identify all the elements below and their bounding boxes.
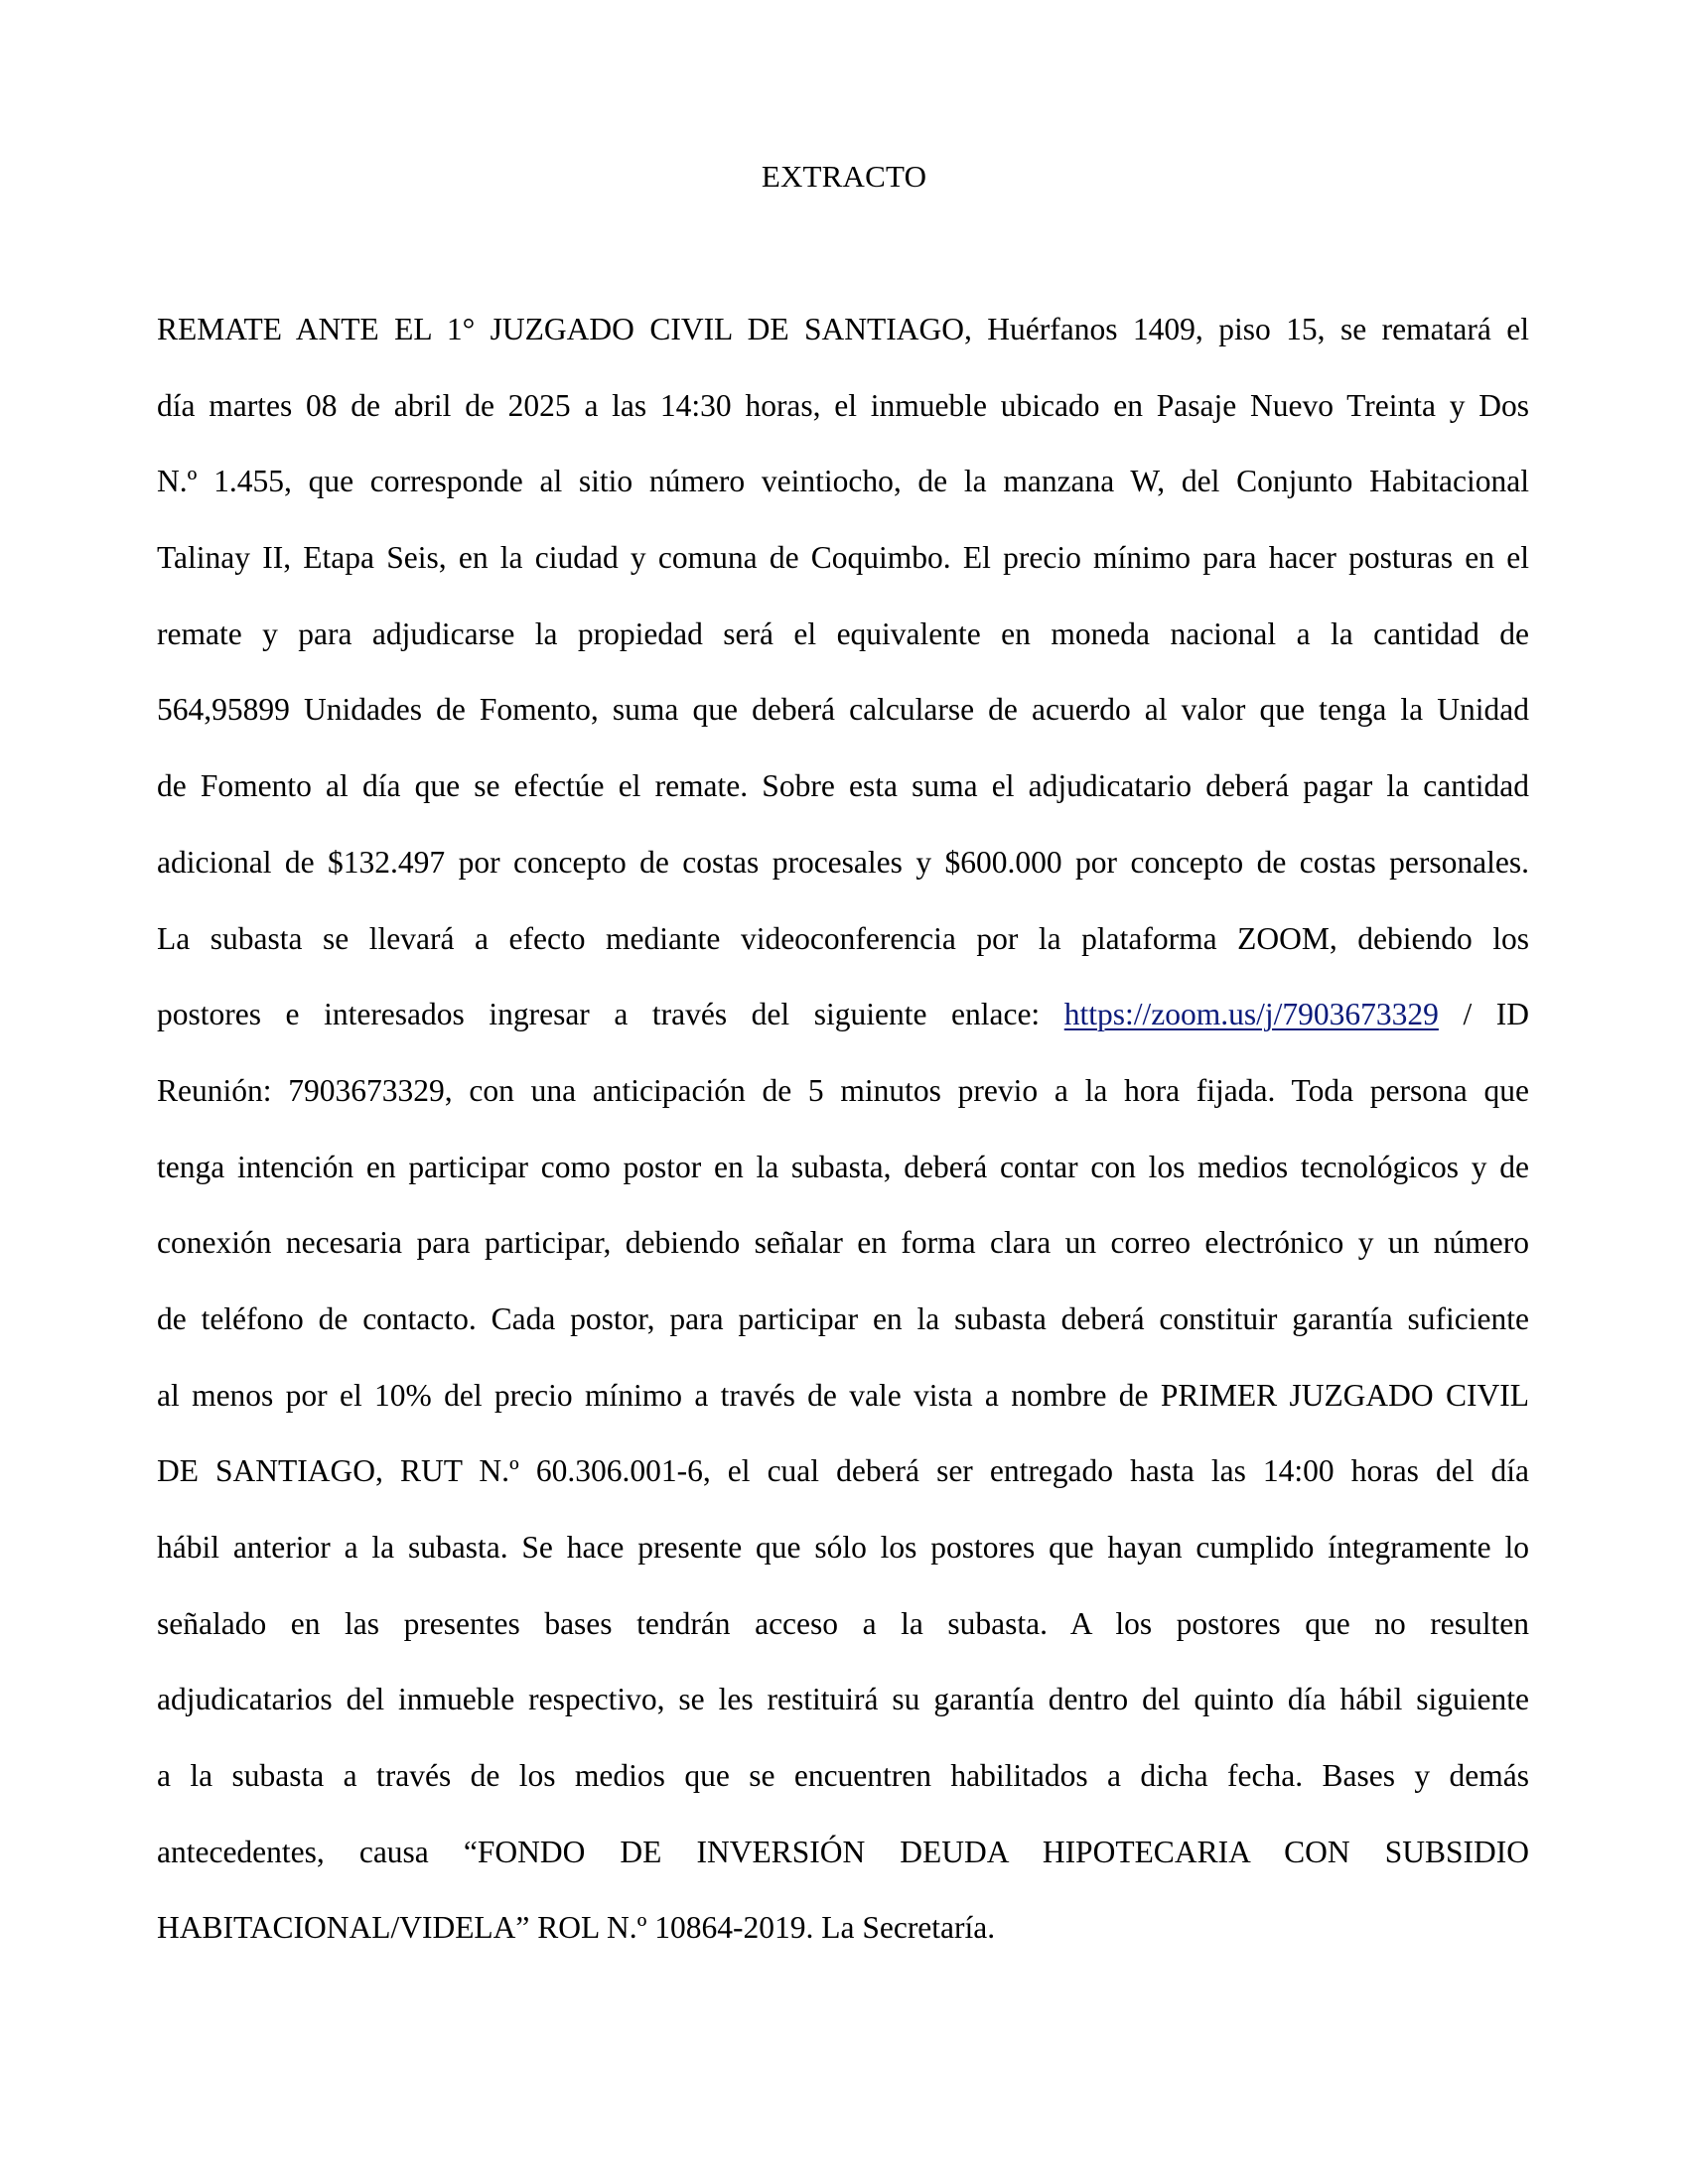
paragraph-line: REMATE ANTE EL 1° JUZGADO CIVIL DE SANTIAGO, Huérfanos 1409, piso 15, se rematará el [157,312,1529,346]
paragraph-line: de teléfono de contacto. Cada postor, para participar en la subasta deberá constituir garantía suficiente [157,1300,1529,1336]
paragraph-line-with-link [157,995,1529,1071]
paragraph-line: Reunión: 7903673329, con una anticipación de 5 minutos previo a la hora fijada. Toda persona que [157,1072,1529,1108]
paragraph-line: señalado en las presentes bases tendrán acceso a la subasta. A los postores que no resulten [157,1605,1529,1641]
paragraph-line: conexión necesaria para participar, debiendo señalar en forma clara un correo electrónico y un número [157,1225,1529,1261]
paragraph-line: tenga intención en participar como postor en la subasta, deberá contar con los medios tecnológicos y de [157,1149,1529,1184]
paragraph-line: N.º 1.455, que corresponde al sitio número veintiocho, de la manzana W, del Conjunto Habitacional [157,464,1529,499]
paragraph-last-line: HABITACIONAL/VIDELA” ROL N.º 10864-2019. La Secretaría. [157,1910,996,1946]
extract-paragraph [157,310,1529,1984]
paragraph-line: DE SANTIAGO, RUT N.º 60.306.001-6, el cual deberá ser entregado hasta las 14:00 horas del día [157,1453,1529,1489]
paragraph-line: antecedentes, causa “FONDO DE INVERSIÓN DEUDA HIPOTECARIA CON SUBSIDIO [157,1834,1529,1869]
link-prefix-text: postores e interesados ingresar a través del siguiente enlace: [157,997,1041,1032]
paragraph-line: 564,95899 Unidades de Fomento, suma que deberá calcularse de acuerdo al valor que tenga la Unidad [157,692,1529,728]
paragraph-line: adicional de $132.497 por concepto de costas procesales y $600.000 por concepto de costas personales. [157,844,1529,880]
paragraph-line: remate y para adjudicarse la propiedad será el equivalente en moneda nacional a la cantidad de [157,615,1529,651]
paragraph-line: adjudicatarios del inmueble respectivo, se les restituirá su garantía dentro del quinto día hábil siguiente [157,1682,1529,1717]
document-title: EXTRACTO [761,159,927,194]
paragraph-line: Talinay II, Etapa Seis, en la ciudad y comuna de Coquimbo. El precio mínimo para hacer posturas en el [157,540,1529,576]
paragraph-line: al menos por el 10% del precio mínimo a través de vale vista a nombre de PRIMER JUZGADO CIVIL [157,1377,1529,1413]
paragraph-line: hábil anterior a la subasta. Se hace presente que sólo los postores que hayan cumplido íntegramente lo [157,1530,1529,1565]
paragraph-line: a la subasta a través de los medios que se encuentren habilitados a dicha fecha. Bases y demás [157,1758,1529,1794]
zoom-meeting-link[interactable]: https://zoom.us/j/7903673329 [1063,997,1439,1032]
paragraph-line: La subasta se llevará a efecto mediante videoconferencia por la plataforma ZOOM, debiendo los [157,920,1529,956]
link-suffix-text: / ID [1463,997,1530,1032]
paragraph-line: de Fomento al día que se efectúe el remate. Sobre esta suma el adjudicatario deberá pagar la cantidad [157,768,1529,804]
paragraph-line: día martes 08 de abril de 2025 a las 14:30 horas, el inmueble ubicado en Pasaje Nuevo Treinta y Dos [157,387,1529,423]
